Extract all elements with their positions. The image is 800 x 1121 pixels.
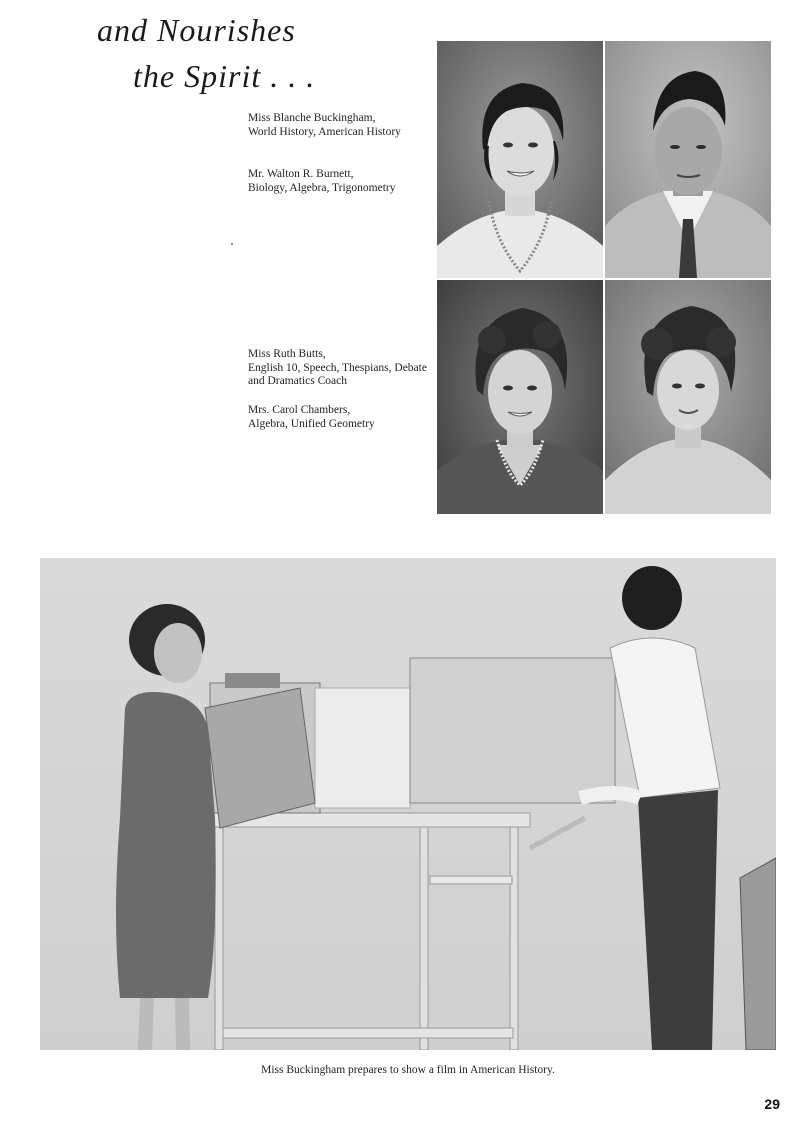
faculty-caption-butts (248, 348, 428, 389)
faculty-subjects: Biology, Algebra, Trigonometry (248, 181, 396, 194)
page-number: 29 (764, 1096, 780, 1112)
faculty-caption-buckingham (248, 112, 428, 139)
headline-line-2: the Spirit . . . (133, 58, 316, 94)
faculty-name: Miss Blanche Buckingham, (248, 112, 376, 124)
headline-line-1: and Nourishes (97, 12, 296, 48)
print-speck (231, 243, 233, 245)
classroom-projector-photo (40, 558, 776, 1050)
faculty-subjects: Algebra, Unified Geometry (248, 417, 375, 430)
portrait-photo-butts (437, 280, 603, 514)
faculty-name: Miss Ruth Butts, (248, 348, 326, 360)
portrait-photo-buckingham (437, 41, 603, 278)
photo-caption: Miss Buckingham prepares to show a film in American History. (261, 1064, 555, 1076)
portrait-photo-burnett (605, 41, 771, 278)
faculty-name: Mrs. Carol Chambers, (248, 404, 351, 416)
faculty-caption-chambers (248, 404, 428, 431)
faculty-subjects: English 10, Speech, Thespians, Debate and Dramatics Coach (248, 361, 427, 387)
portrait-photo-chambers (605, 280, 771, 514)
faculty-subjects: World History, American History (248, 125, 401, 138)
faculty-caption-burnett (248, 168, 428, 195)
faculty-name: Mr. Walton R. Burnett, (248, 168, 354, 180)
